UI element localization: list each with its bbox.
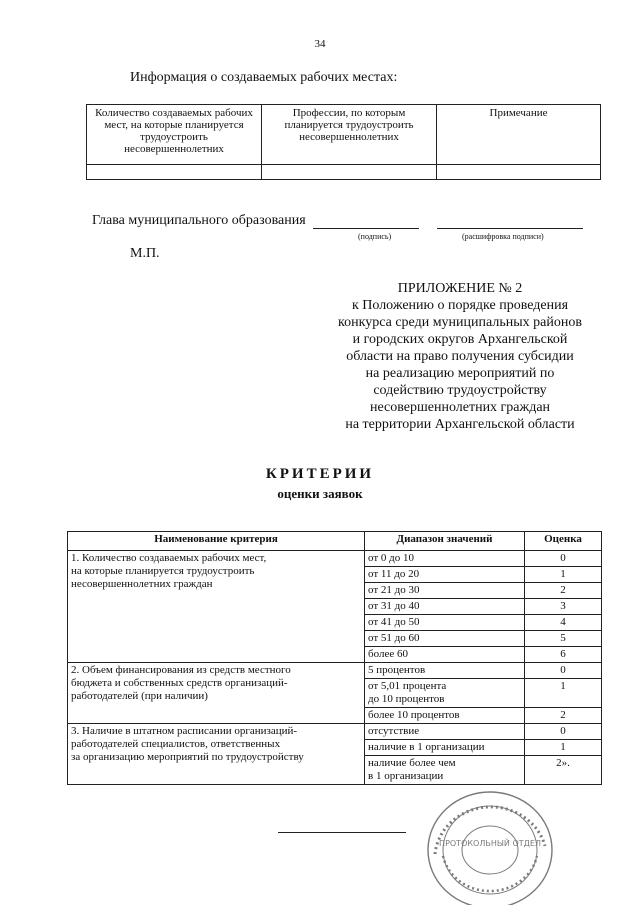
signature-caption: (подпись) xyxy=(358,232,392,241)
score-cell: 0 xyxy=(525,663,602,679)
mp-label: М.П. xyxy=(130,246,160,261)
criteria-header-score: Оценка xyxy=(525,532,602,551)
score-cell: 1 xyxy=(525,567,602,583)
criterion-name-line: работодателей (при наличии) xyxy=(71,690,208,702)
criterion-name-line: 1. Количество создаваемых рабочих мест, xyxy=(71,552,267,564)
criteria-header-name: Наименование критерия xyxy=(68,532,365,551)
stamp-center-text: ПРОТОКОЛЬНЫЙ ОТДЕЛ xyxy=(439,839,541,848)
score-cell: 6 xyxy=(525,647,602,663)
signature-line xyxy=(278,832,406,833)
range-cell: от 51 до 60 xyxy=(365,631,525,647)
score-cell: 3 xyxy=(525,599,602,615)
score-cell: 2». xyxy=(525,756,602,785)
range-line: до 10 процентов xyxy=(368,693,445,705)
range-cell: от 11 до 20 xyxy=(365,567,525,583)
criterion-name-line: за организацию мероприятий по трудоустройству xyxy=(71,751,304,763)
criterion-name-line: 3. Наличие в штатном расписании организаций- xyxy=(71,725,298,737)
appendix-line: на реализацию мероприятий по xyxy=(365,366,555,381)
criterion-name xyxy=(68,724,365,785)
jobs-cell-empty xyxy=(437,165,601,180)
range-cell: наличие в 1 организации xyxy=(365,740,525,756)
criterion-name-line: несовершеннолетних граждан xyxy=(71,578,213,590)
appendix-line: несовершеннолетних граждан xyxy=(369,400,551,415)
score-cell: 0 xyxy=(525,551,602,567)
criterion-name-line: бюджета и собственных средств организаций- xyxy=(71,677,288,689)
appendix-line: конкурса среди муниципальных районов xyxy=(338,315,582,330)
range-cell xyxy=(365,756,525,785)
head-label: Глава муниципального образования xyxy=(92,213,306,228)
score-cell: 1 xyxy=(525,740,602,756)
range-cell: от 31 до 40 xyxy=(365,599,525,615)
range-cell: более 60 xyxy=(365,647,525,663)
score-cell: 2 xyxy=(525,583,602,599)
criteria-subtitle: оценки заявок xyxy=(277,486,363,501)
protocol-department-stamp xyxy=(425,784,555,905)
jobs-cell-empty xyxy=(262,165,437,180)
jobs-header-professions: Профессии, по которым планируется трудоустроить несовершеннолетних xyxy=(262,105,437,165)
jobs-header-note: Примечание xyxy=(437,105,601,165)
range-cell xyxy=(365,679,525,708)
criteria-header-range: Диапазон значений xyxy=(365,532,525,551)
jobs-table xyxy=(86,104,601,180)
transcript-blank xyxy=(437,214,583,229)
criteria-title: КРИТЕРИИ xyxy=(265,466,375,482)
appendix-line: области на право получения субсидии xyxy=(346,349,574,364)
score-cell: 5 xyxy=(525,631,602,647)
jobs-header-count: Количество создаваемых рабочих мест, на которые планируется трудоустроить несовершеннолетних xyxy=(87,105,262,165)
criterion-name-line: 2. Объем финансирования из средств местного xyxy=(71,664,291,676)
appendix-line: ПРИЛОЖЕНИЕ № 2 xyxy=(397,281,523,296)
signature-blank xyxy=(313,214,419,229)
transcript-caption: (расшифровка подписи) xyxy=(462,232,544,241)
criterion-name-line: работодателей специалистов, ответственных xyxy=(71,738,281,750)
range-cell: от 21 до 30 xyxy=(365,583,525,599)
page-number: 34 xyxy=(314,38,326,50)
appendix-block xyxy=(320,280,600,433)
head-signature-line xyxy=(92,213,583,229)
appendix-line: содействию трудоустройству xyxy=(373,383,547,398)
range-line: в 1 организации xyxy=(368,770,444,782)
appendix-line: к Положению о порядке проведения xyxy=(351,298,569,313)
score-cell: 0 xyxy=(525,724,602,740)
criterion-name xyxy=(68,551,365,663)
range-cell: отсутствие xyxy=(365,724,525,740)
criterion-name xyxy=(68,663,365,724)
range-cell: 5 процентов xyxy=(365,663,525,679)
jobs-cell-empty xyxy=(87,165,262,180)
appendix-line: и городских округов Архангельской xyxy=(352,332,568,347)
score-cell: 4 xyxy=(525,615,602,631)
info-title: Информация о создаваемых рабочих местах: xyxy=(130,70,398,85)
range-line: наличие более чем xyxy=(368,757,456,769)
criterion-name-line: на которые планируется трудоустроить xyxy=(71,565,255,577)
range-cell: более 10 процентов xyxy=(365,708,525,724)
range-line: от 5,01 процента xyxy=(368,680,447,692)
score-cell: 2 xyxy=(525,708,602,724)
range-cell: от 0 до 10 xyxy=(365,551,525,567)
range-cell: от 41 до 50 xyxy=(365,615,525,631)
criteria-table xyxy=(67,531,602,785)
appendix-line: на территории Архангельской области xyxy=(345,417,575,432)
score-cell: 1 xyxy=(525,679,602,708)
